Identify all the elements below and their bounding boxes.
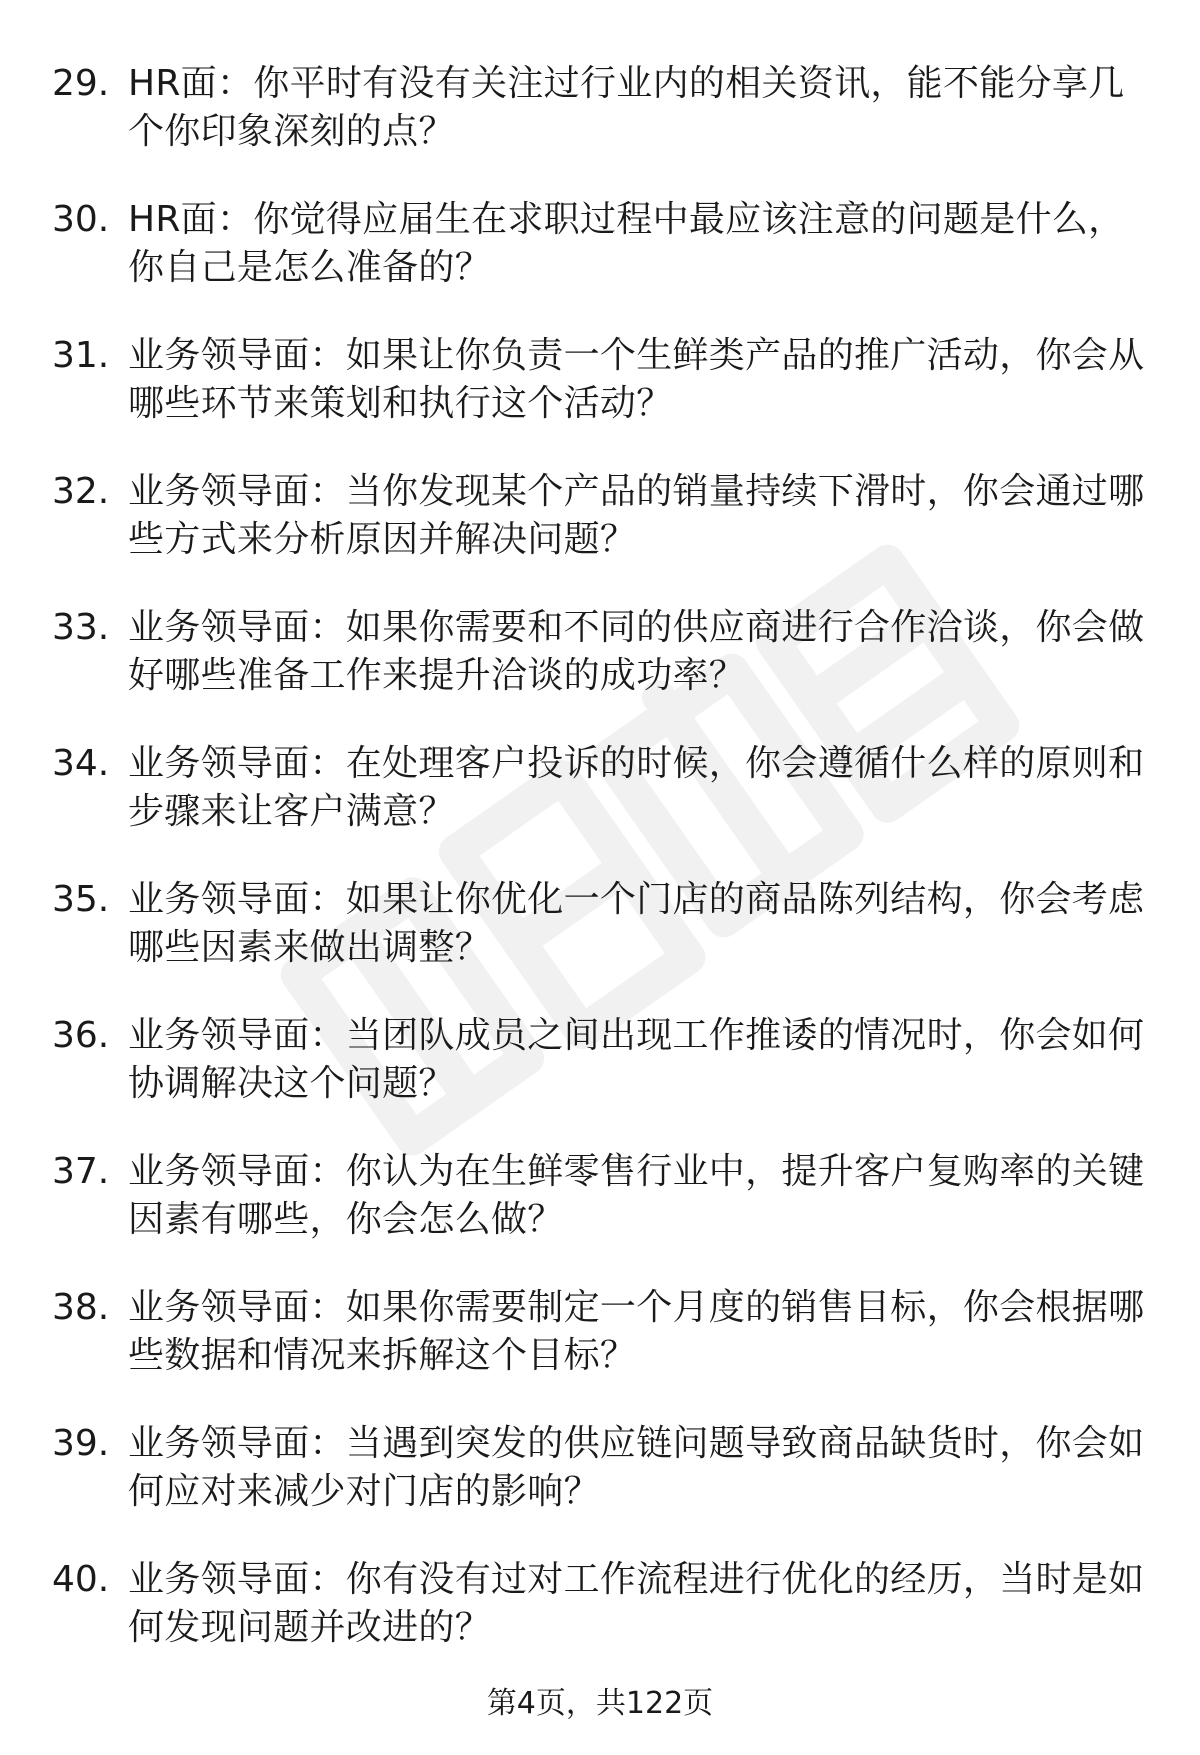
question-text: 业务领导面：当团队成员之间出现工作推诿的情况时，你会如何协调解决这个问题？ <box>128 1015 1145 1104</box>
list-item <box>52 468 1152 564</box>
list-item <box>52 1284 1152 1380</box>
question-text: 业务领导面：在处理客户投诉的时候，你会遵循什么样的原则和步骤来让客户满意？ <box>128 743 1145 832</box>
list-item <box>52 60 1152 156</box>
question-number: 33. <box>52 607 110 648</box>
question-number: 32. <box>52 471 110 512</box>
list-item <box>52 332 1152 428</box>
question-text: HR面：你觉得应届生在求职过程中最应该注意的问题是什么，你自己是怎么准备的？ <box>128 199 1125 288</box>
question-number: 39. <box>52 1423 110 1464</box>
question-text: HR面：你平时有没有关注过行业内的相关资讯，能不能分享几个你印象深刻的点？ <box>128 63 1125 152</box>
question-text: 业务领导面：如果你需要和不同的供应商进行合作洽谈，你会做好哪些准备工作来提升洽谈的成功率？ <box>128 607 1145 696</box>
list-item <box>52 876 1152 972</box>
question-text: 业务领导面：如果让你负责一个生鲜类产品的推广活动，你会从哪些环节来策划和执行这个活动？ <box>128 335 1145 424</box>
question-number: 30. <box>52 199 110 240</box>
question-text: 业务领导面：如果你需要制定一个月度的销售目标，你会根据哪些数据和情况来拆解这个目标？ <box>128 1287 1145 1376</box>
question-text: 业务领导面：当你发现某个产品的销量持续下滑时，你会通过哪些方式来分析原因并解决问题？ <box>128 471 1145 560</box>
question-number: 34. <box>52 743 110 784</box>
question-text: 业务领导面：你有没有过对工作流程进行优化的经历，当时是如何发现问题并改进的？ <box>128 1559 1145 1648</box>
list-item <box>52 1148 1152 1244</box>
list-item <box>52 604 1152 700</box>
question-number: 38. <box>52 1287 110 1328</box>
question-number: 36. <box>52 1015 110 1056</box>
question-text: 业务领导面：你认为在生鲜零售行业中，提升客户复购率的关键因素有哪些，你会怎么做？ <box>128 1151 1145 1240</box>
page-number-footer: 第4页，共122页 <box>486 1686 714 1721</box>
list-item <box>52 1420 1152 1516</box>
list-item <box>52 740 1152 836</box>
question-text: 业务领导面：当遇到突发的供应链问题导致商品缺货时，你会如何应对来减少对门店的影响？ <box>128 1423 1145 1512</box>
question-number: 35. <box>52 879 110 920</box>
question-number: 29. <box>52 63 110 104</box>
question-number: 37. <box>52 1151 110 1192</box>
question-number: 31. <box>52 335 110 376</box>
list-item <box>52 196 1152 292</box>
list-item <box>52 1556 1152 1652</box>
question-list <box>52 60 1152 1692</box>
list-item <box>52 1012 1152 1108</box>
question-number: 40. <box>52 1559 110 1600</box>
question-text: 业务领导面：如果让你优化一个门店的商品陈列结构，你会考虑哪些因素来做出调整？ <box>128 879 1145 968</box>
